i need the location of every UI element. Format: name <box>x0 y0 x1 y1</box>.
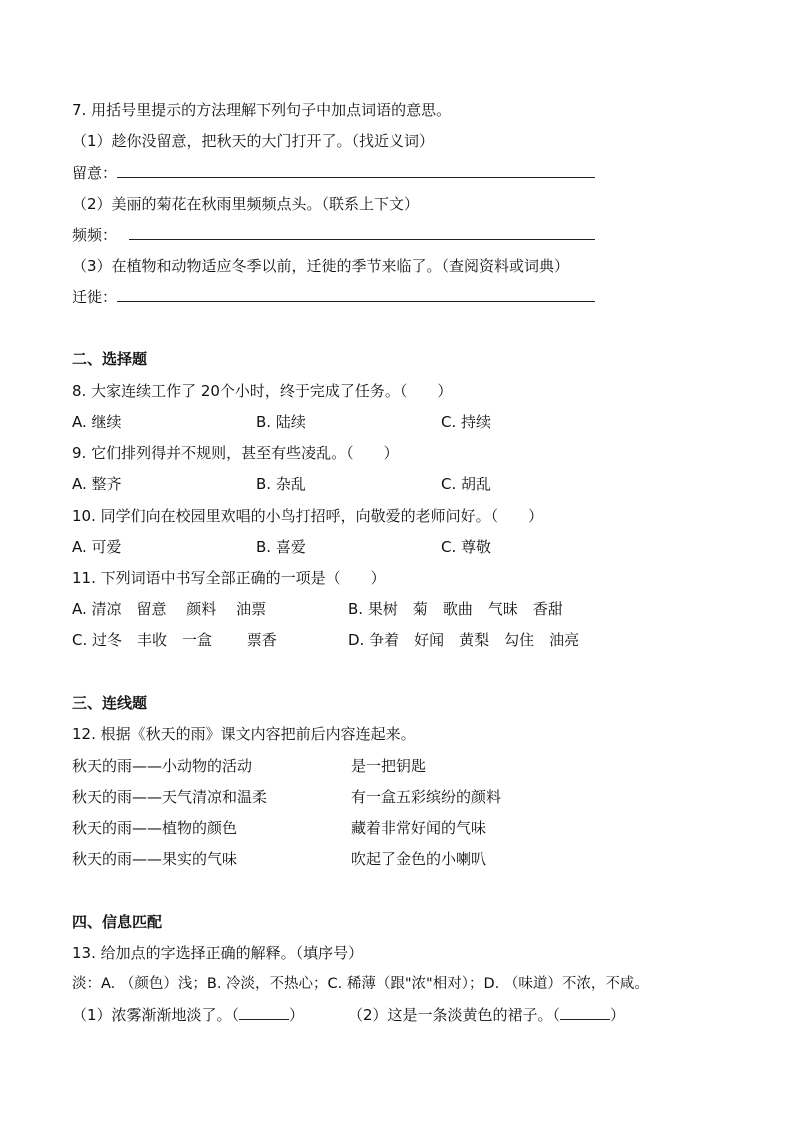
q9-option-a[interactable]: A. 整齐 <box>72 475 122 493</box>
q8-option-b[interactable]: B. 陆续 <box>256 413 306 431</box>
match-left-item[interactable]: 秋天的雨——植物的颜色 <box>72 819 238 837</box>
match-left-item[interactable]: 秋天的雨——天气清凉和温柔 <box>72 788 268 806</box>
match-right-item[interactable]: 有一盒五彩缤纷的颜料 <box>351 788 502 806</box>
q13-part2-blank[interactable] <box>560 1005 610 1020</box>
q9-option-b[interactable]: B. 杂乱 <box>256 475 306 493</box>
q10-option-a[interactable]: A. 可爱 <box>72 538 122 556</box>
q7-answer1-label: 留意： <box>72 164 118 182</box>
q7-answer1-line[interactable] <box>117 163 595 178</box>
q9-question: 9. 它们排列得并不规则，甚至有些凌乱。（ ） <box>72 444 399 462</box>
q12-question: 12. 根据《秋天的雨》课文内容把前后内容连起来。 <box>72 725 416 743</box>
q7-answer3-label: 迁徙： <box>72 288 118 306</box>
q7-part2: （2）美丽的菊花在秋雨里频频点头。（联系上下文） <box>72 195 420 213</box>
q11-option-b[interactable]: B. 果树 菊 歌曲 气昧 香甜 <box>348 600 563 618</box>
q8-option-a[interactable]: A. 继续 <box>72 413 122 431</box>
section3-heading: 三、连线题 <box>72 694 148 712</box>
q7-part3: （3）在植物和动物适应冬季以前，迁徙的季节来临了。（查阅资料或词典） <box>72 257 570 275</box>
q13-part2-text: （2）这是一条淡黄色的裙子。（ <box>348 1006 561 1024</box>
q7-answer2 <box>72 225 595 245</box>
q11-option-c[interactable]: C. 过冬 丰收 一盒 票香 <box>72 631 277 649</box>
q11-question: 11. 下列词语中书写全部正确的一项是（ ） <box>72 569 386 587</box>
q7-answer1 <box>72 163 595 183</box>
q10-option-b[interactable]: B. 喜爱 <box>256 538 306 556</box>
q13-part1-blank[interactable] <box>239 1005 289 1020</box>
q7-answer2-label: 频频： <box>72 226 118 244</box>
q11-option-d[interactable]: D. 争着 好闻 黄梨 勾住 油亮 <box>348 631 580 649</box>
match-right-item[interactable]: 藏着非常好闻的气味 <box>351 819 487 837</box>
q11-option-a[interactable]: A. 清凉 留意 颜料 油票 <box>72 600 267 618</box>
q8-question: 8. 大家连续工作了 20个小时，终于完成了任务。（ ） <box>72 382 453 400</box>
q10-option-c[interactable]: C. 尊敬 <box>441 538 492 556</box>
q13-part1-text: （1）浓雾渐渐地淡了。（ <box>72 1006 240 1024</box>
q13-part2 <box>348 1005 625 1025</box>
q7-part1: （1）趁你没留意，把秋天的大门打开了。（找近义词） <box>72 132 435 150</box>
q13-definitions: 淡：A. （颜色）浅；B. 冷淡，不热心；C. 稀薄（跟"浓"相对）；D. （味道）不浓，不咸。 <box>72 976 649 992</box>
q9-option-c[interactable]: C. 胡乱 <box>441 475 492 493</box>
match-left-item[interactable]: 秋天的雨——小动物的活动 <box>72 757 253 775</box>
q10-question: 10. 同学们向在校园里欢唱的小鸟打招呼，向敬爱的老师问好。（ ） <box>72 507 544 525</box>
q7-answer2-line[interactable] <box>129 225 595 240</box>
match-left-item[interactable]: 秋天的雨——果实的气味 <box>72 850 238 868</box>
q7-answer3-line[interactable] <box>117 287 595 302</box>
match-right-item[interactable]: 吹起了金色的小喇叭 <box>351 850 487 868</box>
q7-title: 7. 用括号里提示的方法理解下列句子中加点词语的意思。 <box>72 101 452 119</box>
q13-part1-close: ） <box>289 1006 305 1024</box>
q13-question: 13. 给加点的字选择正确的解释。（填序号） <box>72 944 364 962</box>
section4-heading: 四、信息匹配 <box>72 913 163 931</box>
match-right-item[interactable]: 是一把钥匙 <box>351 757 427 775</box>
q13-part2-close: ） <box>610 1006 626 1024</box>
q13-part1 <box>72 1005 304 1025</box>
section2-heading: 二、选择题 <box>72 350 148 368</box>
q7-answer3 <box>72 287 595 307</box>
q8-option-c[interactable]: C. 持续 <box>441 413 492 431</box>
